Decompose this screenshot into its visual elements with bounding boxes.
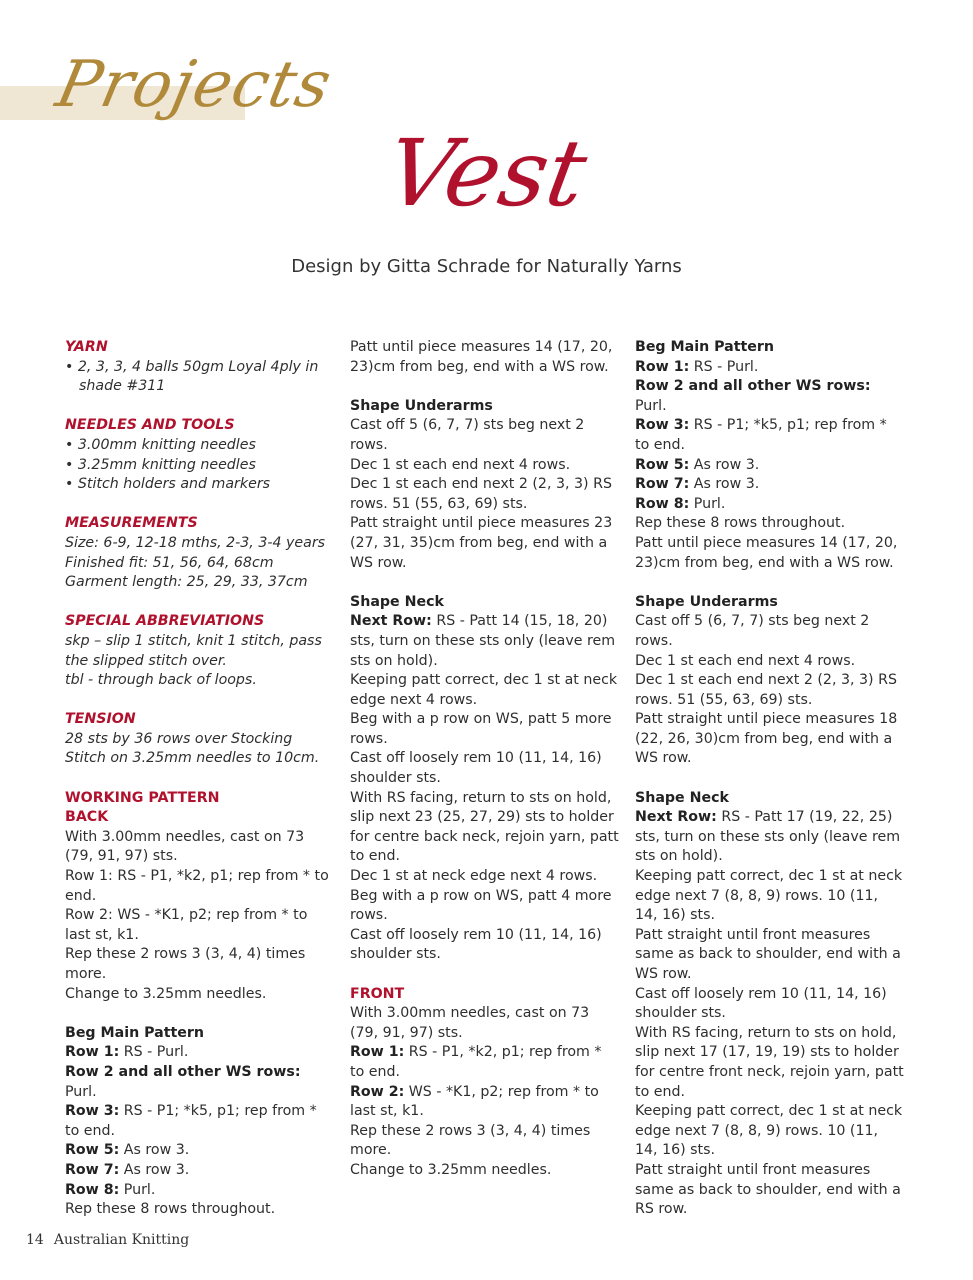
row-text: RS - P1; *k5, p1; rep from * to end. <box>635 417 887 453</box>
row-text: Purl. <box>689 495 726 512</box>
main-pattern-heading: Beg Main Pattern <box>635 339 774 355</box>
row-label: Row 5: <box>635 456 690 473</box>
row-label: Row 7: <box>65 1161 120 1178</box>
neck-line: Dec 1 st at neck edge next 4 rows. <box>350 868 598 885</box>
tension-text: 28 sts by 36 rows over Stocking Stitch on 3.25mm needles to 10cm. <box>65 730 320 767</box>
needles-item: • 3.00mm knitting needles <box>65 436 256 453</box>
repeat-line: Patt until piece measures 14 (17, 20, 23)cm from beg, end with a WS row. <box>635 534 898 571</box>
measurement-line: Size: 6-9, 12-18 mths, 2-3, 3-4 years <box>65 534 326 551</box>
abbreviation-line: skp – slip 1 stitch, knit 1 stitch, pass the slipped stitch over. <box>65 632 322 669</box>
row-text: RS - Purl. <box>689 358 759 375</box>
pattern-row <box>65 1181 335 1201</box>
row-text: RS - Purl. <box>119 1044 189 1061</box>
back-line: Change to 3.25mm needles. <box>65 985 267 1002</box>
tension-heading: TENSION <box>65 711 136 728</box>
back-line: Rep these 2 rows 3 (3, 4, 4) times more. <box>65 946 306 982</box>
row-text: RS - P1; *k5, p1; rep from * to end. <box>65 1103 317 1139</box>
underarms-line: Dec 1 st each end next 4 rows. <box>350 456 571 473</box>
neck-line: Beg with a p row on WS, patt 5 more rows. <box>350 711 612 747</box>
neck-heading: Shape Neck <box>350 593 444 610</box>
row-label: Next Row: <box>350 613 432 630</box>
row-label: Row 8: <box>635 495 690 512</box>
pattern-row <box>635 358 905 378</box>
intro-line: Patt until piece measures 14 (17, 20, 23)cm from beg, end with a WS row. <box>350 339 613 375</box>
underarms-line: Cast off 5 (6, 7, 7) sts beg next 2 rows. <box>350 417 585 453</box>
neck-line: Cast off loosely rem 10 (11, 14, 16) shoulder sts. <box>635 985 887 1022</box>
pattern-row <box>635 495 905 515</box>
pattern-row <box>635 456 905 476</box>
pattern-row <box>65 1161 335 1181</box>
underarms-heading: Shape Underarms <box>635 593 778 610</box>
pattern-row <box>65 1102 335 1141</box>
row-text: RS - Patt 17 (19, 22, 25) sts, turn on these sts only (leave rem sts on hold). <box>635 809 901 865</box>
pattern-row <box>635 475 905 495</box>
pattern-row <box>65 1063 335 1102</box>
neck-line: Cast off loosely rem 10 (11, 14, 16) shoulder sts. <box>350 926 602 963</box>
measurements-heading: MEASUREMENTS <box>65 515 198 532</box>
front-intro: With 3.00mm needles, cast on 73 (79, 91, 97) sts. <box>350 1005 590 1041</box>
row-label: Row 1: <box>65 1044 120 1061</box>
neck-line: With RS facing, return to sts on hold, slip next 17 (17, 19, 19) sts to holder for centre front neck, rejoin yarn, patt to end. <box>635 1024 904 1100</box>
pattern-row <box>65 1043 335 1063</box>
repeat-line: Rep these 8 rows throughout. <box>635 515 846 532</box>
underarms-line: Dec 1 st each end next 2 (2, 3, 3) RS rows. 51 (55, 63, 69) sts. <box>350 476 612 512</box>
underarms-line: Cast off 5 (6, 7, 7) sts beg next 2 rows. <box>635 613 870 649</box>
underarms-heading: Shape Underarms <box>350 397 493 414</box>
neck-line: Beg with a p row on WS, patt 4 more rows. <box>350 887 612 924</box>
needles-heading: NEEDLES AND TOOLS <box>65 417 235 434</box>
row-text: As row 3. <box>119 1161 190 1178</box>
measurement-line: Garment length: 25, 29, 33, 37cm <box>65 574 308 591</box>
row-label: Row 2 and all other WS rows: <box>635 378 871 395</box>
pattern-row <box>635 416 905 455</box>
pattern-row <box>635 377 905 416</box>
underarms-line: Dec 1 st each end next 2 (2, 3, 3) RS rows. 51 (55, 63, 69) sts. <box>635 672 897 708</box>
main-pattern-heading: Beg Main Pattern <box>65 1024 204 1041</box>
row-label: Row 5: <box>65 1142 120 1159</box>
row-text: As row 3. <box>689 456 760 473</box>
back-line: Row 1: RS - P1, *k2, p1; rep from * to end. <box>65 868 329 904</box>
neck-line: Keeping patt correct, dec 1 st at neck edge next 7 (8, 8, 9) rows. 10 (11, 14, 16) sts. <box>635 1103 903 1159</box>
needles-item: • 3.25mm knitting needles <box>65 456 256 473</box>
neck-line: Keeping patt correct, dec 1 st at neck edge next 7 (8, 8, 9) rows. 10 (11, 14, 16) sts. <box>635 868 903 924</box>
pattern-row <box>65 1141 335 1161</box>
front-heading: FRONT <box>350 985 405 1002</box>
column-3 <box>635 338 905 1220</box>
underarms-line: Dec 1 st each end next 4 rows. <box>635 652 856 669</box>
yarn-item: • 2, 3, 3, 4 balls 50gm Loyal 4ply in shade #311 <box>65 358 319 395</box>
page-title: Vest <box>378 120 595 227</box>
neck-line: Patt straight until front measures same as back to shoulder, end with a RS row. <box>635 1161 901 1218</box>
neck-line: With RS facing, return to sts on hold, slip next 23 (25, 27, 29) sts to holder for centre back neck, rejoin yarn, patt to end. <box>350 789 619 865</box>
neck-line: Keeping patt correct, dec 1 st at neck edge next 4 rows. <box>350 672 618 708</box>
row-label: Next Row: <box>635 809 717 826</box>
row-text: Purl. <box>635 397 667 414</box>
page-footer <box>26 1232 199 1248</box>
pattern-row <box>350 1043 620 1082</box>
back-heading: BACK <box>65 809 109 826</box>
row-label: Row 3: <box>635 417 690 434</box>
row-text: Purl. <box>65 1083 97 1100</box>
working-pattern-heading: WORKING PATTERN <box>65 789 220 806</box>
back-line: With 3.00mm needles, cast on 73 (79, 91, 97) sts. <box>65 828 305 865</box>
page-number: 14 <box>26 1232 44 1248</box>
row-text: As row 3. <box>689 476 760 493</box>
column-1 <box>65 338 335 1220</box>
neck-row <box>350 612 620 671</box>
needles-item: • Stitch holders and markers <box>65 476 271 493</box>
yarn-heading: YARN <box>65 339 108 355</box>
row-text: WS - *K1, p2; rep from * to last st, k1. <box>350 1083 599 1120</box>
abbreviation-line: tbl - through back of loops. <box>65 672 257 689</box>
underarms-line: Patt straight until piece measures 18 (22, 26, 30)cm from beg, end with a WS row. <box>635 711 898 767</box>
neck-line: Cast off loosely rem 10 (11, 14, 16) shoulder sts. <box>350 750 602 787</box>
front-line: Rep these 2 rows 3 (3, 4, 4) times more. <box>350 1122 591 1159</box>
byline: Design by Gitta Schrade for Naturally Yarns <box>291 256 682 277</box>
measurement-line: Finished fit: 51, 56, 64, 68cm <box>65 554 274 571</box>
row-label: Row 3: <box>65 1103 120 1120</box>
row-label: Row 8: <box>65 1181 120 1198</box>
row-label: Row 7: <box>635 476 690 493</box>
row-label: Row 2: <box>350 1083 405 1100</box>
abbreviations-heading: SPECIAL ABBREVIATIONS <box>65 613 265 630</box>
repeat-line: Rep these 8 rows throughout. <box>65 1201 276 1218</box>
row-label: Row 1: <box>350 1044 405 1061</box>
column-2 <box>350 338 620 1181</box>
row-text: RS - Patt 14 (15, 18, 20) sts, turn on these sts only (leave rem sts on hold). <box>350 613 616 669</box>
row-label: Row 2 and all other WS rows: <box>65 1063 301 1080</box>
publication-name: Australian Knitting <box>53 1232 190 1248</box>
row-label: Row 1: <box>635 358 690 375</box>
back-line: Row 2: WS - *K1, p2; rep from * to last st, k1. <box>65 907 308 943</box>
underarms-line: Patt straight until piece measures 23 (27, 31, 35)cm from beg, end with a WS row. <box>350 515 613 571</box>
neck-line: Patt straight until front measures same as back to shoulder, end with a WS row. <box>635 926 901 982</box>
neck-row <box>635 808 905 867</box>
front-line: Change to 3.25mm needles. <box>350 1161 552 1178</box>
row-text: RS - P1, *k2, p1; rep from * to end. <box>350 1044 602 1080</box>
pattern-row <box>350 1083 620 1122</box>
neck-heading: Shape Neck <box>635 789 729 806</box>
row-text: Purl. <box>119 1181 156 1198</box>
row-text: As row 3. <box>119 1142 190 1159</box>
section-title: Projects <box>50 48 339 122</box>
